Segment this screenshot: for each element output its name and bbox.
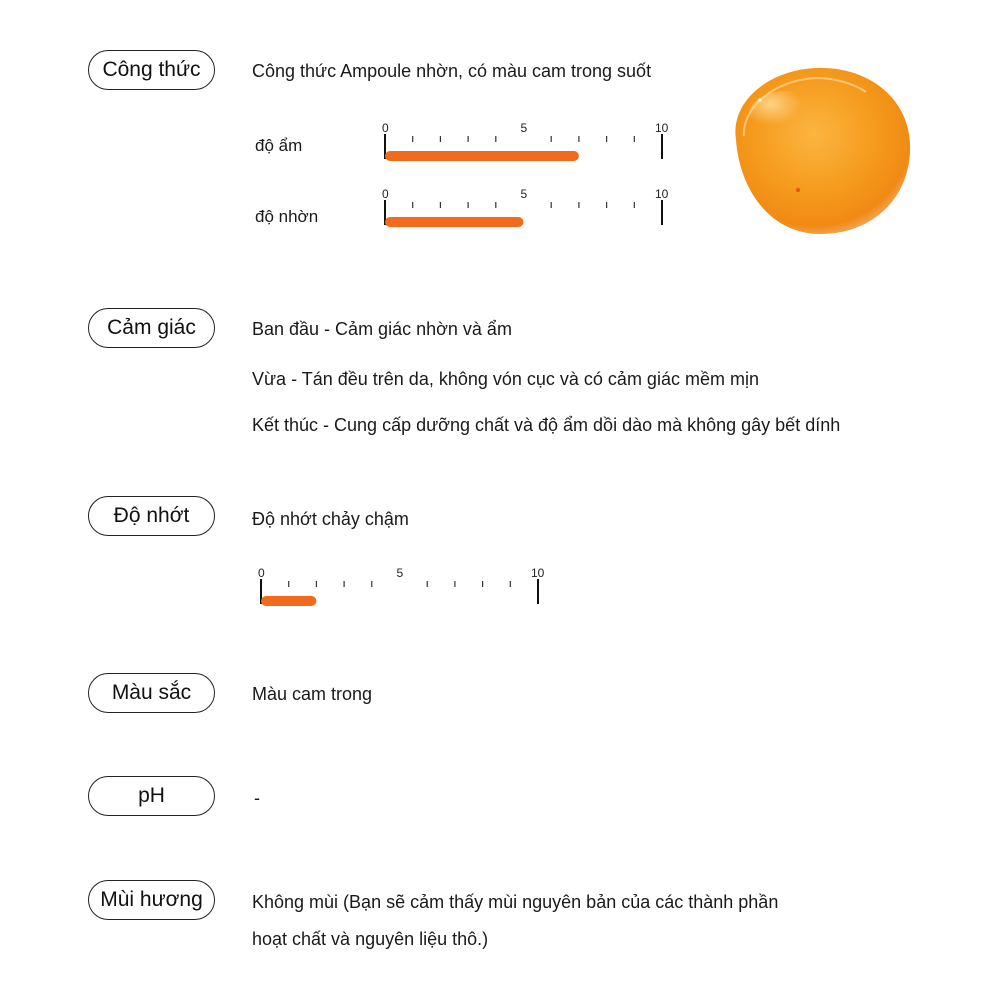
feel-line-finish: Kết thúc - Cung cấp dưỡng chất và độ ẩm dồi dào mà không gây bết dính	[252, 415, 841, 435]
gauge-label-oiliness: độ nhờn	[255, 207, 319, 226]
label-formula: Công thức	[88, 50, 215, 90]
scent-line-1: Không mùi (Bạn sẽ cảm thấy mùi nguyên bản của các thành phần	[252, 892, 779, 912]
label-scent: Mùi hương	[88, 880, 215, 920]
label-color: Màu sắc	[88, 673, 215, 713]
viscosity-gauge	[252, 565, 552, 609]
label-viscosity: Độ nhớt	[88, 496, 215, 536]
moisture-gauge	[376, 120, 676, 164]
formula-description: Công thức Ampoule nhờn, có màu cam trong suốt	[252, 61, 652, 81]
scale-max-label: 10	[655, 121, 669, 135]
gauge-label-moisture: độ ẩm	[255, 136, 303, 155]
viscosity-description: Độ nhớt chảy chậm	[252, 509, 409, 529]
scale-max-label: 10	[655, 187, 669, 201]
gauge-bar	[385, 217, 524, 227]
scent-line-2: hoạt chất và nguyên liệu thô.)	[252, 929, 489, 949]
scale-min-label: 0	[258, 566, 265, 580]
label-ph: pH	[88, 776, 215, 816]
color-description: Màu cam trong	[252, 684, 373, 704]
ph-description: -	[254, 788, 260, 808]
scale-min-label: 0	[382, 187, 389, 201]
scale-mid-label: 5	[396, 566, 404, 580]
scale-min-label: 0	[382, 121, 389, 135]
feel-line-middle: Vừa - Tán đều trên da, không vón cục và có cảm giác mềm mịn	[252, 369, 759, 389]
gauge-bar	[385, 151, 579, 161]
orange-ampoule-drop-image	[716, 62, 916, 242]
gauge-bar	[261, 596, 316, 606]
feel-line-initial: Ban đầu - Cảm giác nhờn và ẩm	[252, 319, 512, 339]
label-feel: Cảm giác	[88, 308, 215, 348]
scale-mid-label: 5	[520, 187, 528, 201]
oiliness-gauge	[376, 186, 676, 230]
scale-mid-label: 5	[520, 121, 528, 135]
scale-max-label: 10	[531, 566, 545, 580]
